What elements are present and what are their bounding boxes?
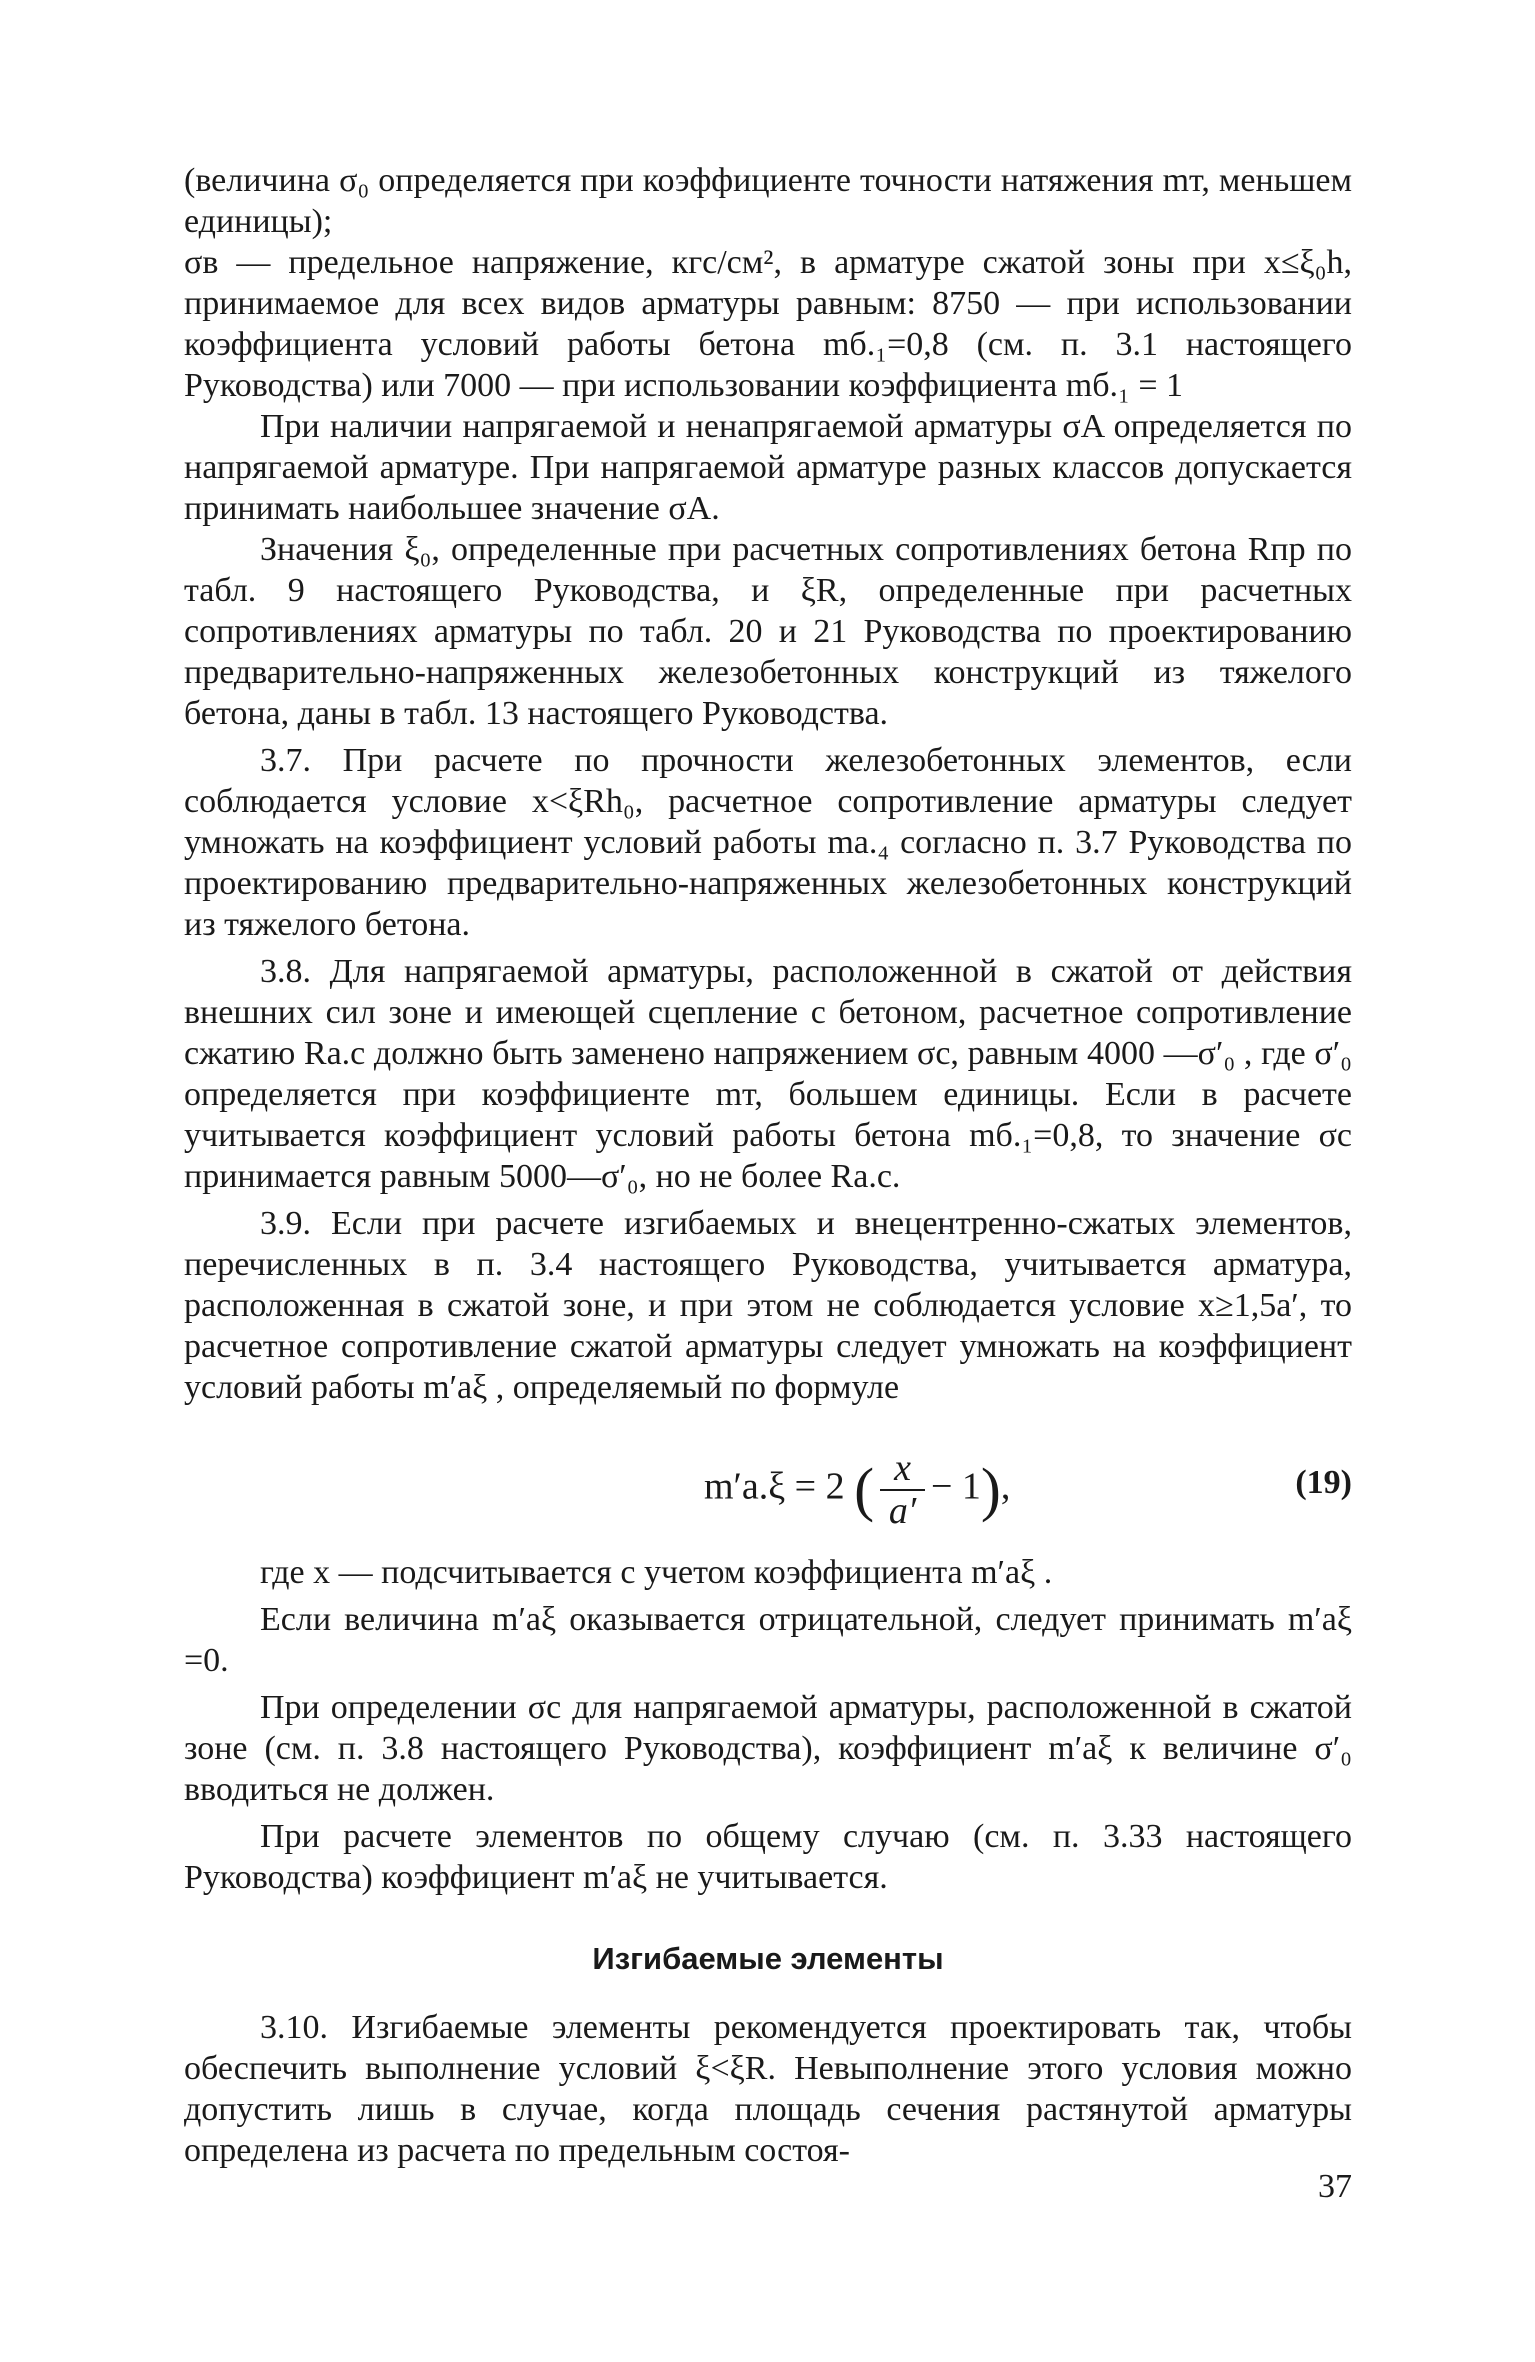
paragraph-3-8: 3.8. Для напрягаемой арматуры, расположенной в сжатой от действия внешних сил зоне и имеющей сцепление с бетоном, расчетное сопротивление сжатию Rа.с должно быть заменено напряжением σс, равным 4000 —σ′₀ , где σ′₀ определяется при коэффициенте mт, большем единицы. Если в расчете учитывается коэффициент условий работы бетона mб.₁=0,8, то значение σс принимается равным 5000—σ′₀, но не более Rа.с. bbox=[184, 953, 1352, 1195]
paragraph-xi-values: Значения ξ₀, определенные при расчетных сопротивлениях бетона Rпр по табл. 9 настоящего Руководства, и ξR, определенные при расчетных сопротивлениях арматуры по табл. 20 и 21 Руководства по проектированию предварительно-напряженных железобетонных конструкций из тяжелого бетона, даны в табл. 13 настоящего Руководства. bbox=[184, 531, 1352, 732]
formula-denominator: a′ bbox=[888, 1490, 917, 1532]
formula-lhs: m′а.ξ = 2 bbox=[704, 1465, 845, 1508]
paragraph-3-7: 3.7. При расчете по прочности железобетонных элементов, если соблюдается условие x<ξRh₀, расчетное сопротивление арматуры следует умножать на коэффициент условий работы mа.₄ согласно п. 3.7 Руководства по проектированию предварительно-напряженных железобетонных конструкций из тяжелого бетона. bbox=[184, 742, 1352, 943]
formula-rest: − 1 bbox=[930, 1465, 981, 1508]
page-number: 37 bbox=[1318, 2168, 1352, 2205]
paragraph-3-10: 3.10. Изгибаемые элементы рекомендуется проектировать так, чтобы обеспечить выполнение условий ξ<ξR. Невыполнение этого условия можно допустить лишь в случае, когда площадь сечения растянутой арматуры определена из расчета по предельным состоя- bbox=[184, 2009, 1352, 2169]
paragraph-3-9: 3.9. Если при расчете изгибаемых и внецентренно-сжатых элементов, перечисленных в п. 3.4 настоящего Руководства, учитывается арматура, расположенная в сжатой зоне, и при этом не соблюдается условие x≥1,5a′, то расчетное сопротивление сжатой арматуры следует умножать на коэффициент условий работы m′аξ , определяемый по формуле bbox=[184, 1205, 1352, 1406]
paragraph-negative-m: Если величина m′аξ оказывается отрицательной, следует принимать m′аξ =0. bbox=[184, 1601, 1352, 1679]
formula-number: (19) bbox=[1295, 1464, 1352, 1501]
paragraph-sigma-c-note: При определении σс для напрягаемой арматуры, расположенной в сжатой зоне (см. п. 3.8 настоящего Руководства), коэффициент m′аξ к величине σ′₀ вводиться не должен. bbox=[184, 1689, 1352, 1808]
paragraph-sigma0-note: (величина σ₀ определяется при коэффициенте точности натяжения mт, меньшем единицы); bbox=[184, 162, 1352, 240]
section-heading: Изгибаемые элементы bbox=[592, 1941, 944, 1976]
paragraph-general-case: При расчете элементов по общему случаю (см. п. 3.33 настоящего Руководства) коэффициент m′аξ не учитывается. bbox=[184, 1818, 1352, 1896]
paragraph-mixed-reinforcement: При наличии напрягаемой и ненапрягаемой арматуры σA определяется по напрягаемой арматуре. При напрягаемой арматуре разных классов допускается принимать наибольшее значение σA. bbox=[184, 408, 1352, 527]
body-text bbox=[184, 160, 1352, 2171]
formula-19 bbox=[184, 1422, 1352, 1542]
formula-numerator: x bbox=[880, 1448, 925, 1491]
paragraph-sigma-b-definition: σв — предельное напряжение, кгс/см², в арматуре сжатой зоны при x≤ξ₀h, принимаемое для всех видов арматуры равным: 8750 — при использовании коэффициента условий работы бетона mб.₁=0,8 (см. п. 3.1 настоящего Руководства) или 7000 — при использовании коэффициента mб.₁ = 1 bbox=[184, 244, 1352, 404]
formula-expression: m′а.ξ = 2 ( $\frac{x}{a'}$ − 1), bbox=[704, 1447, 1011, 1532]
paragraph-x-note: где x — подсчитывается с учетом коэффициента m′аξ . bbox=[260, 1554, 1053, 1591]
formula-fraction bbox=[880, 1448, 925, 1532]
